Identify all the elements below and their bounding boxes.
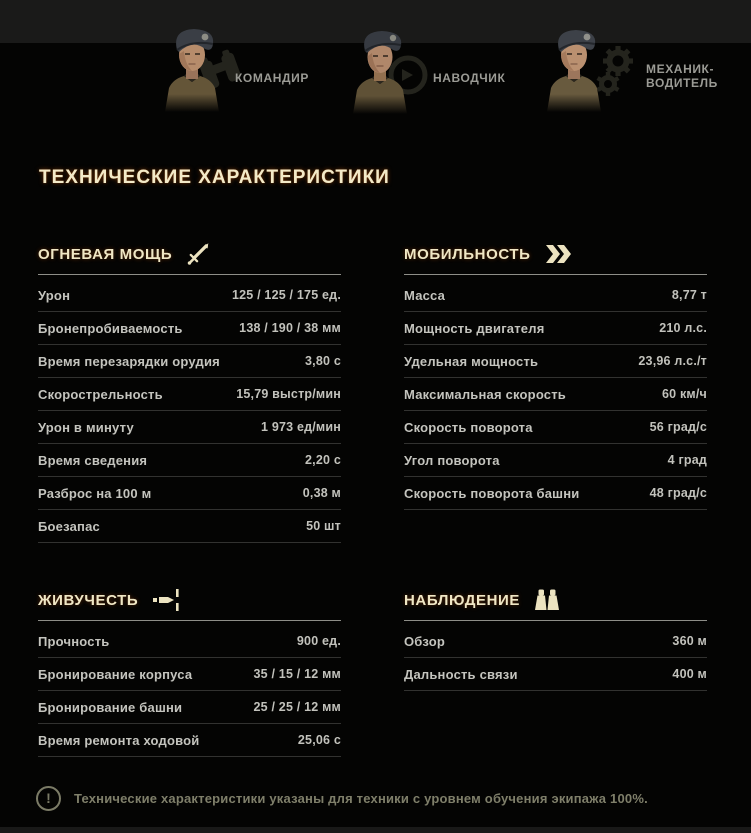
- section-title: НАБЛЮДЕНИЕ: [404, 591, 521, 609]
- stat-label: Скорострельность: [38, 386, 163, 402]
- section-survivability: [38, 589, 341, 757]
- section-mobility: [404, 243, 707, 510]
- stat-row: [404, 658, 707, 691]
- stat-row: [38, 279, 341, 312]
- stat-row: [38, 345, 341, 378]
- stat-label: Масса: [404, 287, 446, 303]
- stat-label: Урон в минуту: [38, 419, 134, 435]
- stat-value: 50 шт: [306, 519, 341, 533]
- section-firepower: [38, 243, 341, 543]
- stat-label: Бронирование корпуса: [38, 666, 193, 682]
- stat-value: 4 град: [667, 453, 707, 467]
- stat-value: 400 м: [672, 667, 707, 681]
- bullet-icon: [152, 588, 182, 612]
- bottom-strip: [0, 827, 751, 833]
- stat-row: [38, 411, 341, 444]
- stat-value: 48 град/с: [649, 486, 707, 500]
- sword-icon: [186, 242, 211, 267]
- stat-label: Обзор: [404, 633, 445, 649]
- stat-row: [404, 279, 707, 312]
- stat-label: Время перезарядки орудия: [38, 353, 220, 369]
- crew-label-driver: МЕХАНИК-ВОДИТЕЛЬ: [646, 62, 718, 90]
- section-title: ЖИВУЧЕСТЬ: [38, 591, 139, 609]
- stat-row: [404, 625, 707, 658]
- section-header: [404, 243, 707, 275]
- section-rows: [404, 621, 707, 691]
- crew-label-commander: КОМАНДИР: [235, 71, 309, 85]
- stat-label: Боезапас: [38, 518, 100, 534]
- stat-row: [38, 444, 341, 477]
- stat-row: [404, 477, 707, 510]
- stat-row: [38, 658, 341, 691]
- crew-strip: [0, 0, 751, 120]
- section-rows: [404, 275, 707, 510]
- stat-value: 56 град/с: [649, 420, 707, 434]
- chevrons-icon: [545, 243, 572, 265]
- stat-label: Максимальная скорость: [404, 386, 566, 402]
- stat-row: [404, 312, 707, 345]
- section-title: ОГНЕВАЯ МОЩЬ: [38, 245, 173, 263]
- stat-row: [38, 625, 341, 658]
- stat-row: [404, 378, 707, 411]
- stat-value: 35 / 15 / 12 мм: [253, 667, 341, 681]
- stat-value: 125 / 125 / 175 ед.: [231, 288, 341, 302]
- crew-label-gunner: НАВОДЧИК: [433, 71, 506, 85]
- stat-value: 0,38 м: [302, 486, 341, 500]
- page-title: ТЕХНИЧЕСКИЕ ХАРАКТЕРИСТИКИ: [39, 166, 390, 188]
- section-spotting: [404, 589, 707, 691]
- stat-row: [38, 477, 341, 510]
- stat-row: [38, 312, 341, 345]
- stat-label: Прочность: [38, 633, 110, 649]
- stat-value: 2,20 с: [305, 453, 341, 467]
- stat-label: Разброс на 100 м: [38, 485, 152, 501]
- stat-label: Время сведения: [38, 452, 148, 468]
- stat-row: [404, 345, 707, 378]
- stat-row: [38, 378, 341, 411]
- stat-label: Скорость поворота башни: [404, 485, 580, 501]
- stat-value: 15,79 выстр/мин: [236, 387, 341, 401]
- stat-label: Дальность связи: [404, 666, 518, 682]
- section-title: МОБИЛЬНОСТЬ: [404, 245, 531, 263]
- info-icon: !: [36, 786, 61, 811]
- stat-value: 25 / 25 / 12 мм: [253, 700, 341, 714]
- stat-row: [38, 510, 341, 543]
- stat-label: Мощность двигателя: [404, 320, 545, 336]
- driver-portrait: [528, 24, 620, 117]
- stat-row: [38, 691, 341, 724]
- stats-grid: [38, 243, 707, 757]
- footer-note: [36, 786, 648, 811]
- stat-row: [38, 724, 341, 757]
- stat-label: Угол поворота: [404, 452, 500, 468]
- binoculars-icon: [534, 588, 560, 612]
- stat-row: [404, 411, 707, 444]
- stat-label: Урон: [38, 287, 71, 303]
- gunner-portrait: [334, 26, 426, 119]
- stat-row: [404, 444, 707, 477]
- stat-label: Время ремонта ходовой: [38, 732, 200, 748]
- section-header: [404, 589, 707, 621]
- footer-note-text: Технические характеристики указаны для техники с уровнем обучения экипажа 100%.: [74, 791, 648, 806]
- stat-value: 8,77 т: [671, 288, 707, 302]
- section-header: [38, 243, 341, 275]
- stat-value: 1 973 ед/мин: [261, 420, 341, 434]
- stat-label: Бронирование башни: [38, 699, 183, 715]
- stat-value: 60 км/ч: [661, 387, 707, 401]
- stat-value: 360 м: [672, 634, 707, 648]
- stat-value: 23,96 л.с./т: [638, 354, 707, 368]
- stat-value: 138 / 190 / 38 мм: [239, 321, 341, 335]
- stat-label: Удельная мощность: [404, 353, 539, 369]
- stat-value: 25,06 с: [297, 733, 341, 747]
- stat-label: Бронепробиваемость: [38, 320, 183, 336]
- section-header: [38, 589, 341, 621]
- commander-portrait: [146, 24, 238, 117]
- stat-value: 3,80 с: [305, 354, 341, 368]
- stat-value: 210 л.с.: [659, 321, 707, 335]
- section-rows: [38, 621, 341, 757]
- stat-value: 900 ед.: [296, 634, 341, 648]
- section-rows: [38, 275, 341, 543]
- stat-label: Скорость поворота: [404, 419, 533, 435]
